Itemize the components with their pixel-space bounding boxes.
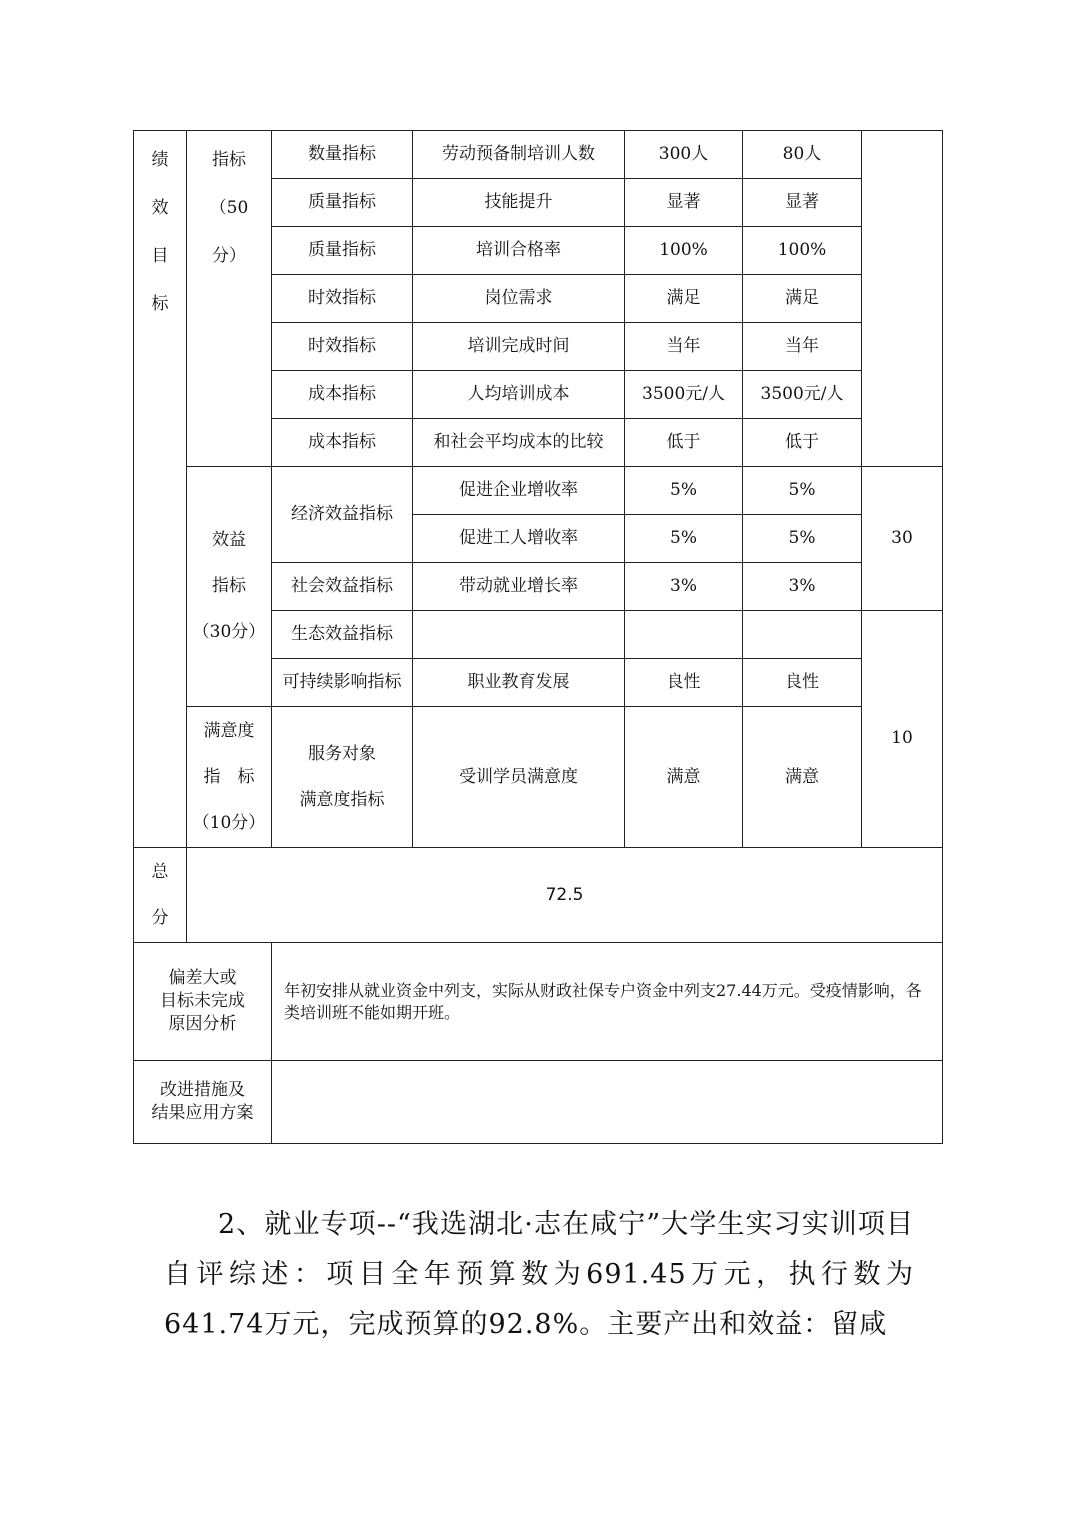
- body-paragraph: [164, 1200, 914, 1350]
- group-label: 指标: [212, 150, 246, 170]
- actual-value: 3%: [743, 563, 862, 611]
- satisfaction-indicator-group: [187, 707, 272, 848]
- output-indicator-group: [187, 131, 272, 467]
- indicator-item: 技能提升: [413, 179, 625, 227]
- actual-value: 当年: [743, 323, 862, 371]
- indicator-type: 时效指标: [272, 323, 413, 371]
- target-value: 100%: [625, 227, 743, 275]
- deviation-analysis: 年初安排从就业资金中列支，实际从财政社保专户资金中列支27.44万元。受疫情影响，各类培训班不能如期开班。: [272, 943, 943, 1061]
- actual-value: 满意: [743, 707, 862, 848]
- dim-char: 效: [151, 198, 169, 218]
- dim-char: 目: [151, 246, 169, 266]
- actual-value: 显著: [743, 179, 862, 227]
- indicator-item: 劳动预备制培训人数: [413, 131, 625, 179]
- target-value: 300人: [625, 131, 743, 179]
- group-label: 效益: [212, 530, 246, 551]
- target-value: 当年: [625, 323, 743, 371]
- performance-table: [133, 130, 943, 1144]
- actual-value: 良性: [743, 659, 862, 707]
- group-label: （50: [209, 198, 249, 218]
- group-label: 指标: [212, 576, 246, 597]
- actual-value: 满足: [743, 275, 862, 323]
- label-line: 改进措施及: [160, 1080, 245, 1101]
- paragraph-text: 2、就业专项--“我选湖北·志在咸宁”大学生实习实训项目自评综述：项目全年预算数为691.45万元，执行数为641.74万元，完成预算的92.8%。主要产出和效益：留咸: [164, 1209, 914, 1340]
- indicator-type: 社会效益指标: [272, 563, 413, 611]
- target-value: 3%: [625, 563, 743, 611]
- table-row: [134, 467, 943, 515]
- indicator-item: 促进企业增收率: [413, 467, 625, 515]
- group-label: 满意度: [203, 720, 255, 741]
- label-line: 原因分析: [168, 1013, 237, 1034]
- group-label: 指 标: [203, 766, 255, 787]
- table-row: [134, 1061, 943, 1144]
- target-value: 满意: [625, 707, 743, 848]
- indicator-type: [272, 707, 413, 848]
- improvement-label: [134, 1061, 272, 1144]
- indicator-item: 培训完成时间: [413, 323, 625, 371]
- indicator-item: 人均培训成本: [413, 371, 625, 419]
- score-cell: [862, 131, 943, 467]
- total-char: 总: [151, 861, 169, 882]
- label-line: 结果应用方案: [151, 1103, 254, 1123]
- indicator-type: 成本指标: [272, 419, 413, 467]
- target-value: 3500元/人: [625, 371, 743, 419]
- group-label: （10分）: [192, 812, 266, 833]
- target-value: 低于: [625, 419, 743, 467]
- target-value: 良性: [625, 659, 743, 707]
- indicator-item: 受训学员满意度: [413, 707, 625, 848]
- indicator-type: 经济效益指标: [272, 467, 413, 563]
- benefit-indicator-group: [187, 467, 272, 707]
- indicator-item: 岗位需求: [413, 275, 625, 323]
- total-char: 分: [151, 907, 169, 928]
- indicator-type: 质量指标: [272, 179, 413, 227]
- indicator-type: 生态效益指标: [272, 611, 413, 659]
- group-label: （30分）: [192, 622, 266, 643]
- label-line: 目标未完成: [160, 991, 245, 1012]
- target-value: 显著: [625, 179, 743, 227]
- indicator-type: 时效指标: [272, 275, 413, 323]
- indicator-item: 促进工人增收率: [413, 515, 625, 563]
- actual-value: 100%: [743, 227, 862, 275]
- indicator-item: 和社会平均成本的比较: [413, 419, 625, 467]
- indicator-type: 质量指标: [272, 227, 413, 275]
- type-line: 满意度指标: [299, 789, 385, 810]
- type-line: 服务对象: [308, 743, 376, 764]
- indicator-item: 职业教育发展: [413, 659, 625, 707]
- total-score: 72.5: [187, 848, 943, 943]
- actual-value: 5%: [743, 467, 862, 515]
- target-value: 5%: [625, 515, 743, 563]
- score-cell: 30: [862, 467, 943, 611]
- dim-char: 标: [151, 294, 169, 314]
- table-row: [134, 131, 943, 179]
- table-row: [134, 707, 943, 754]
- indicator-type: 成本指标: [272, 371, 413, 419]
- indicator-item: 培训合格率: [413, 227, 625, 275]
- target-value: [625, 611, 743, 659]
- label-line: 偏差大或: [168, 968, 237, 989]
- deviation-label: [134, 943, 272, 1061]
- total-label: [134, 848, 187, 943]
- target-value: 满足: [625, 275, 743, 323]
- indicator-item: 带动就业增长率: [413, 563, 625, 611]
- dimension-label: [134, 131, 187, 848]
- indicator-type: 数量指标: [272, 131, 413, 179]
- actual-value: 低于: [743, 419, 862, 467]
- group-label: 分）: [212, 246, 246, 266]
- score-cell: 10: [862, 611, 943, 848]
- actual-value: 80人: [743, 131, 862, 179]
- table-row: [134, 848, 943, 943]
- improvement-plan: [272, 1061, 943, 1144]
- actual-value: [743, 611, 862, 659]
- indicator-item: [413, 611, 625, 659]
- dim-char: 绩: [151, 150, 169, 170]
- actual-value: 3500元/人: [743, 371, 862, 419]
- target-value: 5%: [625, 467, 743, 515]
- actual-value: 5%: [743, 515, 862, 563]
- table-row: [134, 943, 943, 1061]
- indicator-type: 可持续影响指标: [272, 659, 413, 707]
